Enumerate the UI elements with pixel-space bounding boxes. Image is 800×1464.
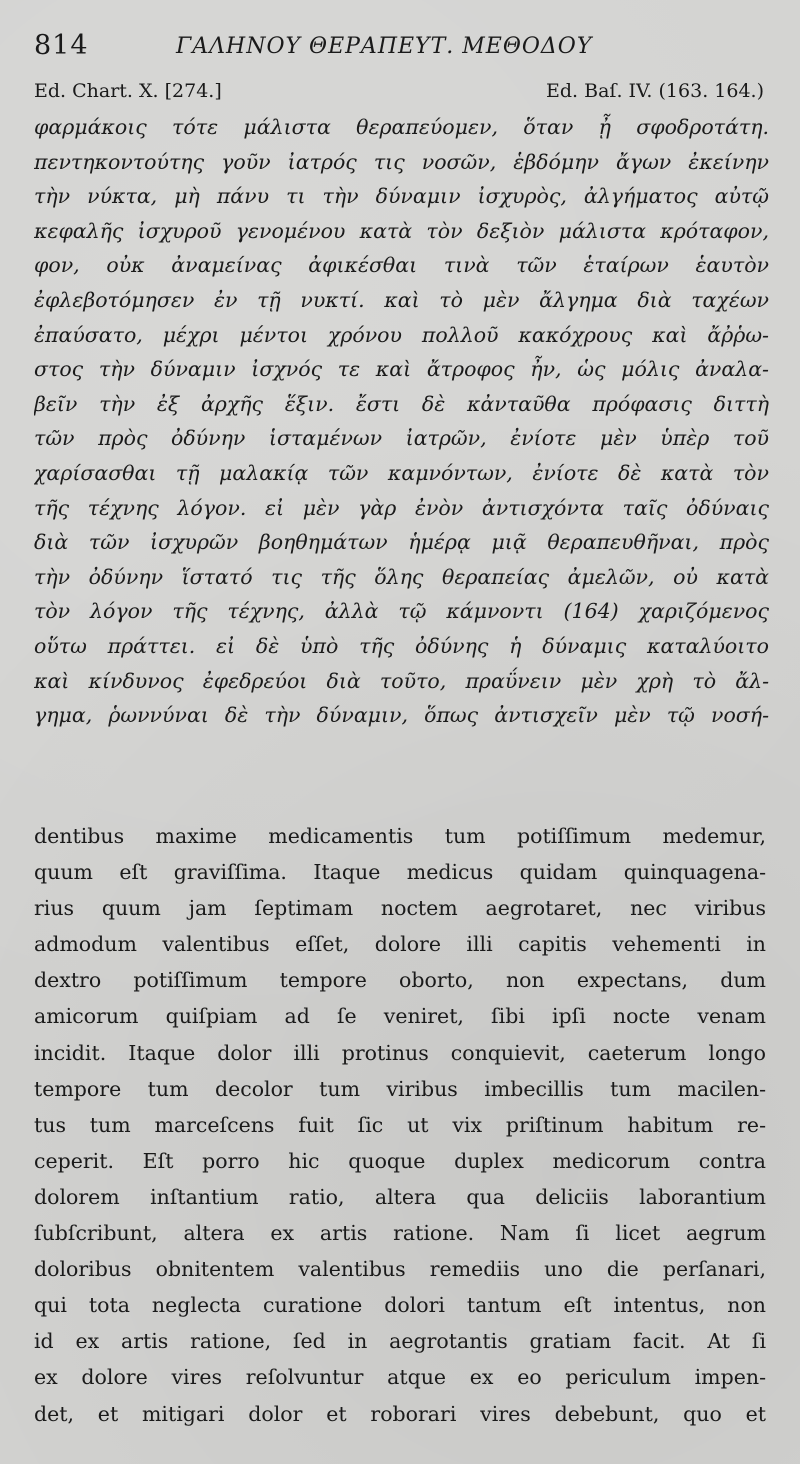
latin-text-line: ceperit. Eſt porro hic quoque duplex medicorum contra	[34, 1148, 766, 1173]
latin-text-line: ſubſcribunt, altera ex artis ratione. Nam ſi licet aegrum	[34, 1221, 766, 1246]
latin-text-line: incidit. Itaque dolor illi protinus conquievit, caeterum longo	[34, 1040, 766, 1065]
greek-text-line: βεῖν τὴν ἐξ ἀρχῆς ἕξιν. ἔστι δὲ κἀνταῦθα πρόφασις διττὴ	[34, 391, 769, 416]
latin-text-line: doloribus obnitentem valentibus remediis uno die perſanari,	[34, 1257, 766, 1282]
greek-text-line: ἐφλεβοτόμησεν ἐν τῇ νυκτί. καὶ τὸ μὲν ἄλγημα διὰ ταχέων	[34, 287, 769, 312]
latin-text-line: dentibus maxime medicamentis tum potiſſimum medemur,	[34, 824, 766, 848]
latin-text-line: det, et mitigari dolor et roborari vires debebunt, quo et	[34, 1401, 766, 1426]
latin-text-line: tus tum marceſcens fuit ſic ut vix priſtinum habitum re-	[34, 1112, 766, 1137]
greek-text-line: ἐπαύσατο, μέχρι μέντοι χρόνου πολλοῦ κακόχρους καὶ ἄῤῥω-	[34, 322, 769, 347]
greek-text-line: τῶν πρὸς ὀδύνην ἱσταμένων ἰατρῶν, ἐνίοτε μὲν ὑπὲρ τοῦ	[34, 426, 769, 451]
edition-reference-chartier: Ed. Chart. X. [274.]	[34, 80, 222, 102]
greek-text-block	[34, 110, 769, 733]
latin-text-line: rius quum jam ſeptimam noctem aegrotaret, nec viribus	[34, 896, 766, 921]
greek-text-line: φον, οὐκ ἀναμείνας ἀφικέσθαι τινὰ τῶν ἑταίρων ἑαυτὸν	[34, 253, 769, 278]
greek-text-line: πεντηκοντούτης γοῦν ἰατρός τις νοσῶν, ἑβδόμην ἄγων ἐκείνην	[34, 149, 769, 174]
greek-text-line: στος τὴν δύναμιν ἰσχνός τε καὶ ἄτροφος ἦν, ὡς μόλις ἀναλα-	[34, 357, 769, 382]
latin-text-line: quum eſt graviſſima. Itaque medicus quidam quinquagena-	[34, 860, 766, 885]
greek-text-line: φαρμάκοις τότε μάλιστα θεραπεύομεν, ὅταν ᾖ σφοδροτάτη.	[34, 115, 769, 139]
greek-text-line: τὴν ὀδύνην ἵστατό τις τῆς ὅλης θεραπείας ἀμελῶν, οὐ κατὰ	[34, 564, 769, 589]
greek-text-line: τὸν λόγον τῆς τέχνης, ἀλλὰ τῷ κάμνοντι (164) χαριζόμενος	[34, 599, 769, 624]
greek-text-line: τῆς τέχνης λόγον. εἰ μὲν γὰρ ἐνὸν ἀντισχόντα ταῖς ὀδύναις	[34, 495, 769, 520]
latin-text-line: id ex artis ratione, ſed in aegrotantis gratiam facit. At ſi	[34, 1329, 766, 1354]
greek-text-line: χαρίσασθαι τῇ μαλακίᾳ τῶν καμνόντων, ἐνίοτε δὲ κατὰ τὸν	[34, 460, 769, 485]
greek-text-line: διὰ τῶν ἰσχυρῶν βοηθημάτων ἡμέρᾳ μιᾷ θεραπευθῆναι, πρὸς	[34, 530, 769, 555]
greek-text-line: καὶ κίνδυνος ἐφεδρεύοι διὰ τοῦτο, πραΰνειν μὲν χρὴ τὸ ἄλ-	[34, 668, 769, 693]
latin-text-line: dolorem inſtantium ratio, altera qua deliciis laborantium	[34, 1184, 766, 1209]
latin-text-line: qui tota neglecta curatione dolori tantum eſt intentus, non	[34, 1293, 766, 1318]
latin-text-block	[34, 818, 766, 1432]
running-head: ΓΑΛΗΝΟΥ ΘΕΡΑΠΕΥΤ. ΜΕΘΟΔΟΥ	[176, 34, 593, 59]
latin-text-line: ex dolore vires reſolvuntur atque ex eo periculum impen-	[34, 1365, 766, 1390]
page-number: 814	[34, 30, 89, 61]
greek-text-line: γημα, ῥωννύναι δὲ τὴν δύναμιν, ὅπως ἀντισχεῖν μὲν τῷ νοσή-	[34, 703, 769, 728]
edition-reference-basel: Ed. Baſ. IV. (163. 164.)	[546, 80, 764, 102]
greek-text-line: κεφαλῆς ἰσχυροῦ γενομένου κατὰ τὸν δεξιὸν μάλιστα κρόταφον,	[34, 218, 769, 243]
latin-text-line: tempore tum decolor tum viribus imbecillis tum macilen-	[34, 1076, 766, 1101]
greek-text-line: οὕτω πράττει. εἰ δὲ ὑπὸ τῆς ὀδύνης ἡ δύναμις καταλύοιτο	[34, 633, 769, 658]
greek-text-line: τὴν νύκτα, μὴ πάνυ τι τὴν δύναμιν ἰσχυρὸς, ἀλγήματος αὐτῷ	[34, 184, 769, 209]
edition-reference-line	[34, 80, 764, 106]
latin-text-line: amicorum quiſpiam ad ſe veniret, ſibi ipſi nocte venam	[34, 1004, 766, 1029]
page-header	[34, 30, 774, 70]
latin-text-line: dextro potiſſimum tempore oborto, non expectans, dum	[34, 968, 766, 993]
latin-text-line: admodum valentibus eſſet, dolore illi capitis vehementi in	[34, 932, 766, 957]
